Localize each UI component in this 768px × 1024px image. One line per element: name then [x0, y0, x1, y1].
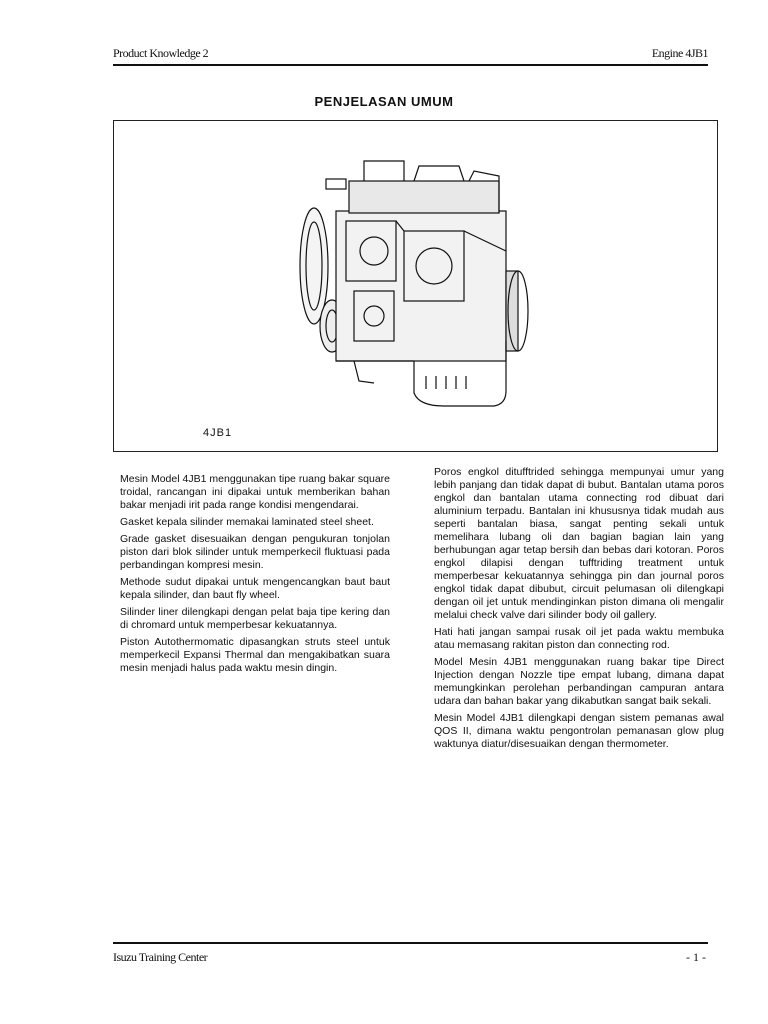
paragraph: Hati hati jangan sampai rusak oil jet pada waktu membuka atau memasang rakitan piston dan connecting rod.	[434, 626, 724, 651]
paragraph: Gasket kepala silinder memakai laminated steel sheet.	[120, 516, 374, 528]
page-title: PENJELASAN UMUM	[314, 94, 454, 109]
page-footer	[113, 942, 708, 966]
paragraph: Grade gasket disesuaikan dengan pengukuran tonjolan piston dari blok silinder untuk memperkecil fluktuasi pada perbandingan kompresi mesin.	[120, 533, 390, 571]
page-header	[113, 46, 708, 66]
paragraph: Model Mesin 4JB1 menggunakan ruang bakar tipe Direct Injection dengan Nozzle tipe empat lubang, dimana dapat memungkinkan perolehan perbandingan campuran antara udara dan bahan bakar yang dikabutkan sangat baik sekali.	[434, 656, 724, 707]
header-right-text: Engine 4JB1	[651, 46, 708, 60]
engine-illustration	[114, 121, 717, 451]
footer-left-text: Isuzu Training Center	[113, 950, 208, 964]
paragraph: Poros engkol ditufftrided sehingga mempunyai umur yang lebih panjang dan tidak dapat di bubut. Bantalan utama poros engkol dan bantalan utama connecting rod dibuat dari aluminium terpadu. Bantalan ini khususnya tidak mudah aus seperti bantalan biasa, sangat penting sekali untuk memelihara lubang oli dan bagian bagian lain yang berhubungan agar tetap bersih dan bebas dari kotoran. Poros engkol dilapisi dengan tufftriding treatment untuk memperbesar kekuatannya sehingga pin dan journal poros engkol tidak dapat dibubut, circuit pelumasan oli dilengkapi dengan oil jet untuk mendinginkan piston dimana oli mengalir melalui check valve dari silinder body oil gallery.	[434, 466, 724, 621]
paragraph: Silinder liner dilengkapi dengan pelat baja tipe kering dan di chromard untuk memperbesar kekuatannya.	[120, 606, 390, 631]
paragraph: Mesin Model 4JB1 menggunakan tipe ruang bakar square troidal, rancangan ini dipakai untuk memberikan bahan bakar menjadi irit pada range kondisi mengendarai.	[120, 473, 390, 511]
figure-caption: 4JB1	[203, 427, 233, 439]
right-column	[434, 466, 724, 755]
figure-box	[113, 120, 718, 452]
paragraph: Piston Autothermomatic dipasangkan struts steel untuk memperkecil Expansi Thermal dan mengakibatkan suara mesin menjadi halus pada waktu mesin dingin.	[120, 636, 390, 674]
paragraph: Mesin Model 4JB1 dilengkapi dengan sistem pemanas awal QOS II, dimana waktu pengontrolan pemanasan glow plug waktunya diatur/disesuaikan dengan thermometer.	[434, 712, 724, 750]
page-number: - 1 -	[686, 950, 706, 964]
left-column	[120, 473, 390, 679]
paragraph: Methode sudut dipakai untuk mengencangkan baut baut kepala silinder, dan baut fly wheel.	[120, 576, 390, 601]
header-left-text: Product Knowledge 2	[113, 46, 209, 60]
